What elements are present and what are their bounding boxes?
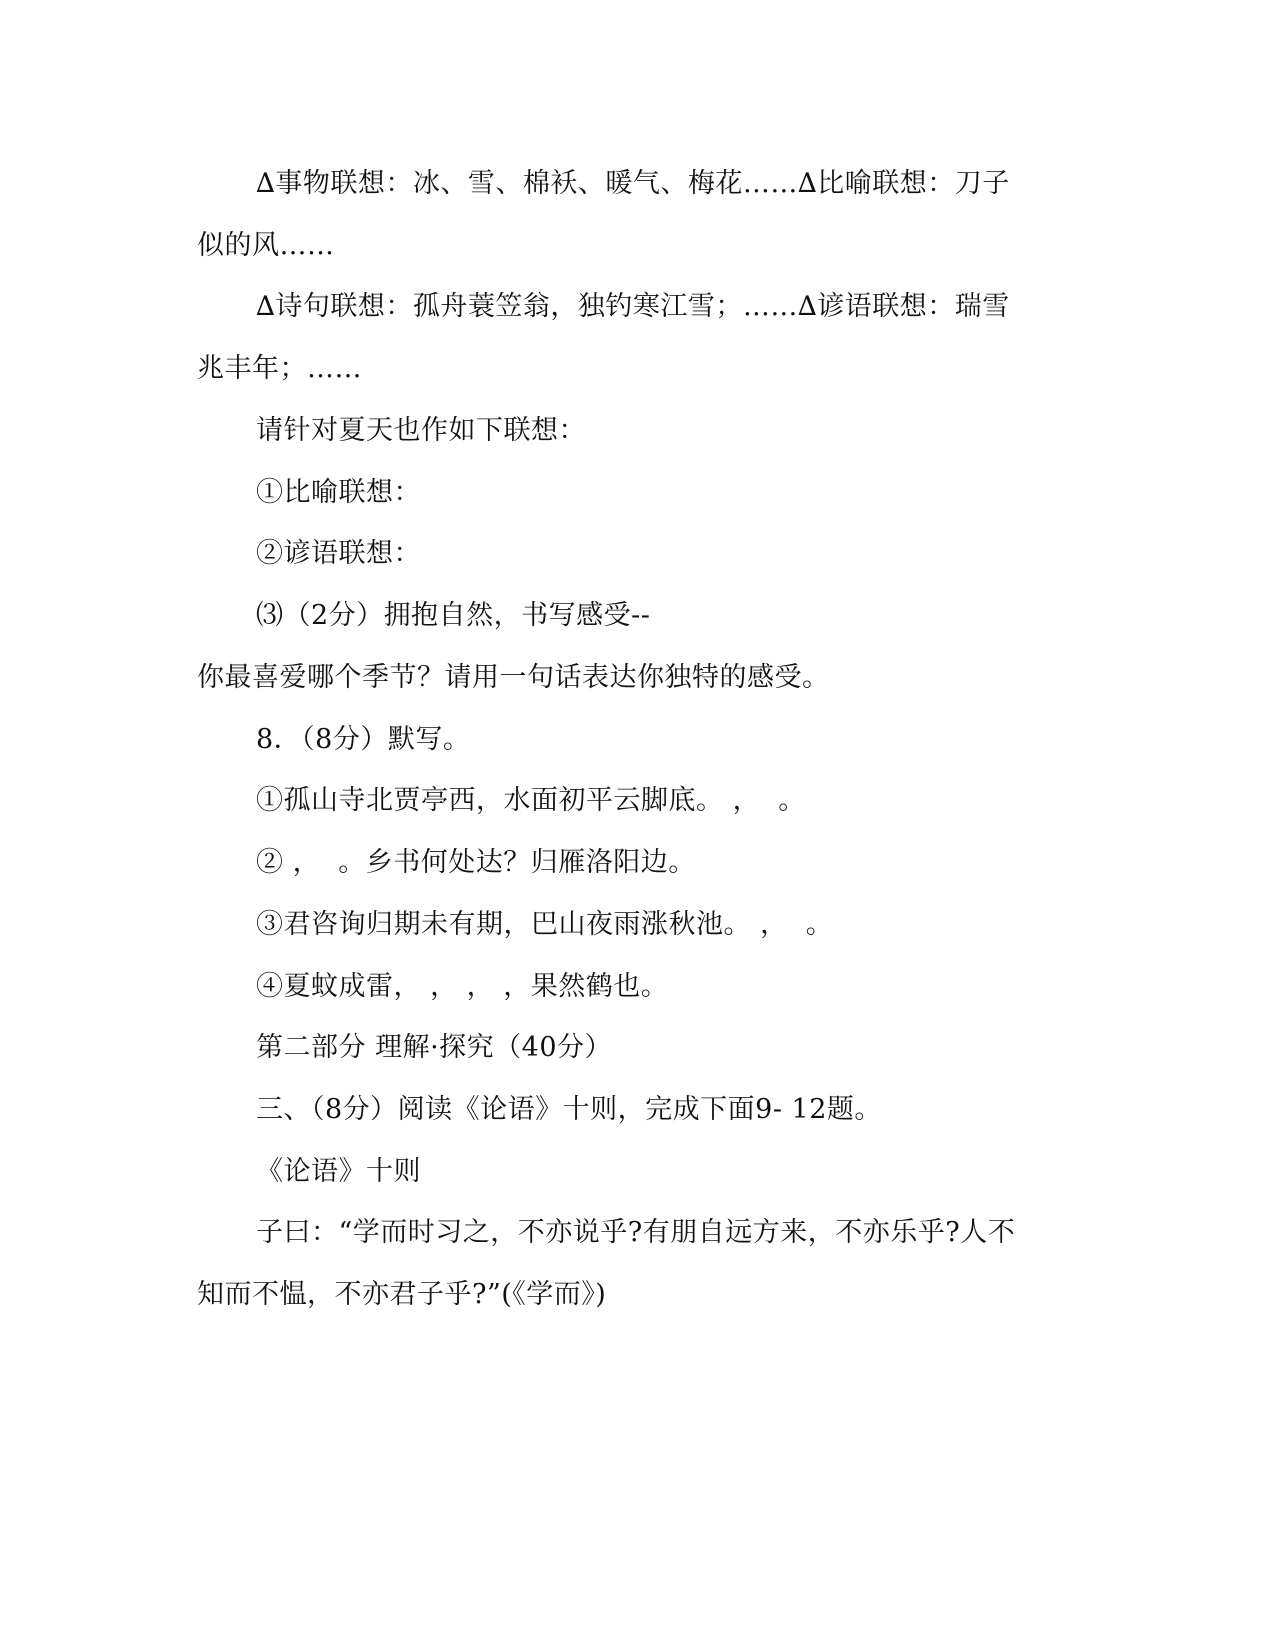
text-line-dictation-4: ④夏蚊成雷， ， ， ，果然鹤也。 (256, 971, 669, 1002)
text-line-part-two-heading: 第二部分 理解·探究（40分） (256, 1032, 613, 1063)
text-line-poem-association: ∆诗句联想：孤舟蓑笠翁，独钓寒江雪；……∆谚语联想：瑞雪 (256, 291, 1010, 322)
text-line-question-3: ⑶（2分）拥抱自然，书写感受-- (256, 600, 651, 631)
text-line-association-items: ∆事物联想：冰、雪、棉袄、暖气、梅花……∆比喻联想：刀子 (256, 168, 1010, 199)
text-line-summer-prompt: 请针对夏天也作如下联想： (256, 415, 586, 446)
text-line-section-three: 三、（8分）阅读《论语》十则，完成下面9- 12题。 (256, 1094, 882, 1125)
text-line-proverb-blank: ②谚语联想： (256, 538, 421, 569)
text-line-lunyu-title: 《论语》十则 (256, 1156, 421, 1187)
text-line-question-8: 8．（8分）默写。 (256, 724, 471, 755)
text-line-association-items-cont: 似的风…… (197, 230, 335, 261)
text-line-lunyu-quote-cont: 知而不愠，不亦君子乎?”(《学而》) (197, 1279, 607, 1310)
text-line-dictation-1: ①孤山寺北贾亭西，水面初平云脚底。 ， 。 (256, 785, 806, 816)
text-line-dictation-3: ③君咨询归期未有期，巴山夜雨涨秋池。 ， 。 (256, 909, 834, 940)
text-line-season-question: 你最喜爱哪个季节？请用一句话表达你独特的感受。 (197, 662, 830, 693)
text-line-poem-association-cont: 兆丰年；…… (197, 353, 362, 384)
text-line-dictation-2: ② ， 。乡书何处达？归雁洛阳边。 (256, 847, 696, 878)
text-line-lunyu-quote: 子曰：“学而时习之，不亦说乎?有朋自远方来，不亦乐乎?人不 (256, 1217, 1016, 1248)
text-line-metaphor-blank: ①比喻联想： (256, 477, 421, 508)
